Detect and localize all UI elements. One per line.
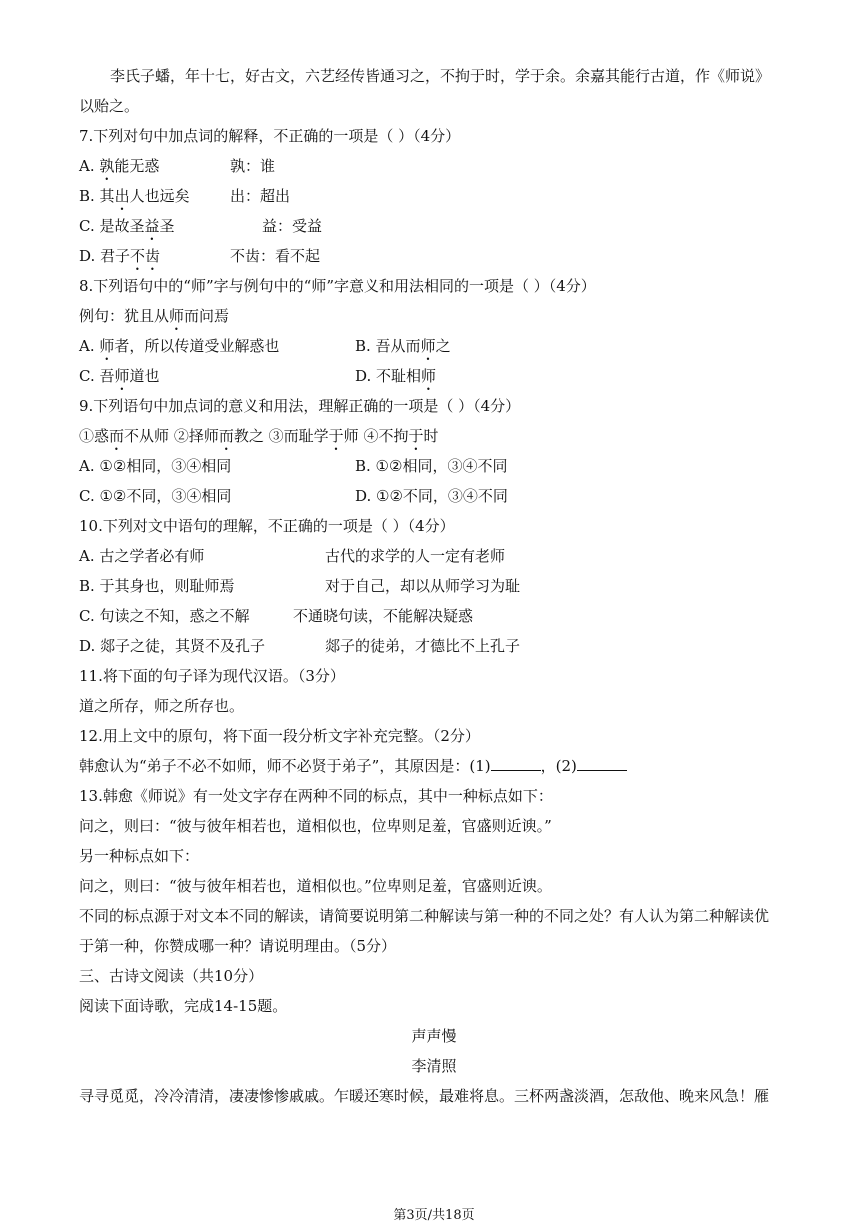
question-8-stem: 8.下列语句中的“师”字与例句中的“师”字意义和用法相同的一项是（ ）（4分） bbox=[79, 277, 596, 295]
q8-example: 例句：犹且从师而问焉 bbox=[79, 307, 230, 325]
q7-gloss-b: 出：超出 bbox=[230, 187, 291, 205]
q8-option-a: A. 师者，所以传道受业解惑也 bbox=[79, 337, 280, 355]
q10-gloss-b: 对于自己，却以从师学习为耻 bbox=[325, 577, 521, 595]
q13-second-punctuation: 问之，则曰：“彼与彼年相若也，道相似也。”位卑则足羞，官盛则近谀。 bbox=[79, 877, 552, 895]
q10-option-b: B. 于其身也，则耻师焉 bbox=[79, 577, 235, 595]
q7-gloss-d: 不齿：看不起 bbox=[230, 247, 321, 265]
q9-option-b: B. ①②相同，③④不同 bbox=[355, 457, 508, 475]
q8-option-c: C. 吾师道也 bbox=[79, 367, 160, 385]
section-instruction: 阅读下面诗歌，完成14-15题。 bbox=[79, 997, 288, 1015]
q9-option-a: A. ①②相同，③④相同 bbox=[79, 457, 232, 475]
q10-gloss-a: 古代的求学的人一定有老师 bbox=[325, 547, 506, 565]
q10-option-d: D. 郯子之徒，其贤不及孔子 bbox=[79, 637, 266, 655]
section-heading: 三、古诗文阅读（共10分） bbox=[79, 967, 264, 985]
answer-blank-2[interactable] bbox=[577, 756, 627, 771]
q10-option-a: A. 古之学者必有师 bbox=[79, 547, 205, 565]
q10-gloss-d: 郯子的徒弟，才德比不上孔子 bbox=[325, 637, 521, 655]
question-9-stem: 9.下列语句中加点词的意义和用法，理解正确的一项是（ ）（4分） bbox=[79, 397, 521, 415]
poem-line: 寻寻觅觅，冷冷清清，凄凄惨惨戚戚。乍暖还寒时候，最难将息。三杯两盏淡酒，怎敌他、晚来风急！雁 bbox=[79, 1087, 770, 1105]
q9-option-c: C. ①②不同，③④相同 bbox=[79, 487, 232, 505]
q10-option-c: C. 句读之不知，惑之不解 bbox=[79, 607, 250, 625]
question-7-stem: 7.下列对句中加点词的解释，不正确的一项是（ ）（4分） bbox=[79, 127, 461, 145]
q9-items: ①惑而不从师 ②择师而教之 ③而耻学于师 ④不拘于时 bbox=[79, 427, 439, 445]
q13-label-second: 另一种标点如下： bbox=[79, 847, 200, 865]
q7-gloss-c: 益：受益 bbox=[262, 217, 323, 235]
q8-option-d: D. 不耻相师 bbox=[355, 367, 437, 385]
question-11-stem: 11.将下面的句子译为现代汉语。（3分） bbox=[79, 667, 345, 685]
q7-option-d: D. 君子不齿 bbox=[79, 247, 161, 265]
q7-gloss-a: 孰：谁 bbox=[230, 157, 276, 175]
q7-option-b: B. 其出人也远矣 bbox=[79, 187, 190, 205]
q9-option-d: D. ①②不同，③④不同 bbox=[355, 487, 508, 505]
q7-option-a: A. 孰能无惑 bbox=[79, 157, 160, 175]
passage-line: 李氏子蟠，年十七，好古文，六艺经传皆通习之，不拘于时，学于余。余嘉其能行古道，作《师说》 bbox=[110, 67, 771, 85]
q13-question-line: 不同的标点源于对文本不同的解读，请简要说明第二种解读与第一种的不同之处？有人认为第二种解读优 bbox=[79, 907, 770, 925]
poem-author: 李清照 bbox=[411, 1057, 457, 1075]
page-number: 第3页/共18页 bbox=[393, 1208, 475, 1223]
answer-blank-1[interactable] bbox=[491, 756, 541, 771]
q8-option-b: B. 吾从而师之 bbox=[355, 337, 451, 355]
q10-gloss-c: 不通晓句读，不能解决疑惑 bbox=[293, 607, 474, 625]
q12-fill-text: 韩愈认为“弟子不必不如师，师不必贤于弟子”，其原因是：(1) ，(2) bbox=[79, 756, 627, 776]
question-10-stem: 10.下列对文中语句的理解，不正确的一项是（ ）（4分） bbox=[79, 517, 455, 535]
poem-title: 声声慢 bbox=[411, 1027, 457, 1045]
q11-sentence: 道之所存，师之所存也。 bbox=[79, 697, 245, 715]
q13-first-punctuation: 问之，则曰：“彼与彼年相若也，道相似也，位卑则足羞，官盛则近谀。” bbox=[79, 817, 552, 835]
question-13-stem: 13.韩愈《师说》有一处文字存在两种不同的标点，其中一种标点如下： bbox=[79, 787, 553, 805]
q7-option-c: C. 是故圣益圣 bbox=[79, 217, 175, 235]
passage-line: 以贻之。 bbox=[79, 97, 140, 115]
q13-question-line: 于第一种，你赞成哪一种？请说明理由。（5分） bbox=[79, 937, 397, 955]
question-12-stem: 12.用上文中的原句，将下面一段分析文字补充完整。（2分） bbox=[79, 727, 480, 745]
